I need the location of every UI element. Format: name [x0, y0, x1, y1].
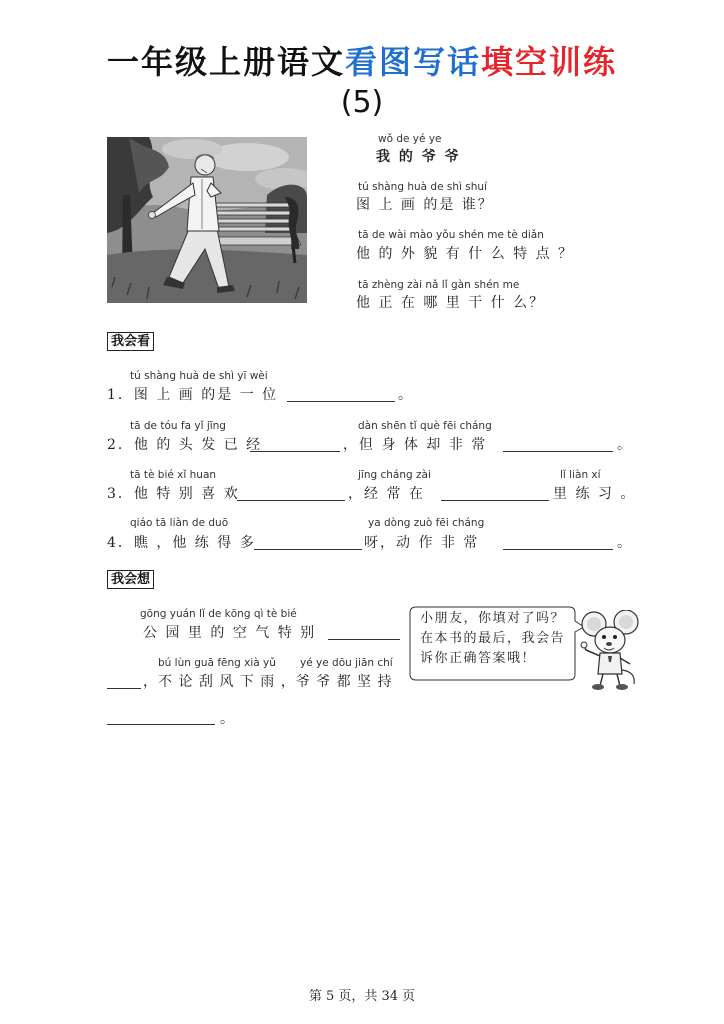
worksheet-number: (5)	[340, 85, 384, 120]
item-3-blank-b	[441, 500, 549, 501]
section-think-label: 我会想	[107, 570, 154, 589]
item-1-text: 1．图 上 画 的是 一 位	[107, 387, 279, 403]
item-4-blank-b	[503, 549, 613, 550]
think-2-pinyin-b: yé ye dōu jiān chí	[300, 657, 393, 669]
question-3-pinyin: tā zhèng zài nǎ lǐ gàn shén me	[358, 279, 520, 291]
item-3-pinyin-b: jīng cháng zài	[358, 469, 431, 481]
think-2-pinyin-a: bú lùn guā fēng xià yǔ	[158, 657, 276, 669]
question-1-text: 图 上 画 的是 谁？	[356, 197, 494, 213]
bubble-line-3: 诉你正确答案哦！	[420, 651, 537, 666]
heading-text: 我 的 爷 爷	[376, 149, 461, 165]
item-1-pinyin: tú shàng huà de shì yī wèi	[130, 370, 268, 382]
item-4-pinyin-a: qiáo tā liàn de duō	[130, 517, 229, 529]
think-3-blank	[107, 724, 215, 725]
item-3-pinyin-a: tā tè bié xǐ huan	[130, 469, 217, 481]
page-footer: 第 5 页，共 34 页	[308, 989, 416, 1004]
question-1-pinyin: tú shàng huà de shì shuí	[358, 181, 487, 193]
item-4-text-b: 呀，动 作 非 常	[364, 535, 480, 551]
item-2-blank-a	[250, 451, 340, 452]
bubble-line-1: 小朋友，你填对了吗？	[420, 611, 566, 626]
worksheet-title	[0, 42, 724, 82]
item-2-end: 。	[617, 437, 633, 453]
item-4-blank-a	[254, 549, 362, 550]
item-3-text-a: 3．他 特 别 喜 欢	[107, 486, 240, 502]
item-2-text-a: 2．他 的 头 发 已 经	[107, 437, 263, 453]
item-3-pinyin-c: lǐ liàn xí	[560, 469, 601, 481]
question-3-text: 他 正 在 哪 里 干 什 么？	[356, 295, 546, 311]
title-part-black: 一年级上册语文	[106, 43, 345, 81]
mouse-mascot-icon	[578, 610, 640, 692]
title-part-blue: 看图写话	[344, 43, 481, 81]
heading-pinyin: wǒ de yé ye	[378, 133, 442, 145]
think-1-blank	[328, 639, 400, 640]
item-3-text-c: 里 练 习 。	[553, 486, 637, 502]
think-1-text: 公 园 里 的 空 气 特 别	[143, 625, 317, 641]
illustration-image	[107, 137, 307, 303]
think-1-pinyin: gōng yuán lǐ de kōng qì tè bié	[140, 608, 297, 620]
think-2-blank	[107, 688, 141, 689]
item-4-pinyin-b: ya dòng zuò fēi cháng	[368, 517, 485, 529]
item-3-blank-a	[237, 500, 345, 501]
title-part-red: 填空训练	[481, 43, 618, 81]
item-2-pinyin-a: tā de tóu fa yǐ jīng	[130, 420, 226, 432]
question-2-text: 他 的 外 貌 有 什 么 特 点 ？	[356, 246, 575, 262]
think-2-text: ，不 论 刮 风 下 雨 ，爷 爷 都 坚 持	[143, 674, 393, 690]
think-3-end: 。	[220, 711, 236, 727]
item-2-text-b: ，但 身 体 却 非 常	[343, 437, 488, 453]
question-2-pinyin: tā de wài mào yǒu shén me tè diǎn	[358, 229, 544, 241]
item-1-blank	[287, 401, 395, 402]
grandpa-tai-chi-picture	[107, 137, 307, 303]
item-4-text-a: 4．瞧 ，他 练 得 多	[107, 535, 256, 551]
section-look-label: 我会看	[107, 332, 154, 351]
item-1-end: 。	[398, 387, 414, 403]
item-2-blank-b	[503, 451, 613, 452]
bubble-line-2: 在本书的最后，我会告	[420, 631, 566, 646]
item-4-end: 。	[617, 535, 633, 551]
item-2-pinyin-b: dàn shēn tǐ què fēi cháng	[358, 420, 492, 432]
item-3-text-b: ，经 常 在	[348, 486, 425, 502]
